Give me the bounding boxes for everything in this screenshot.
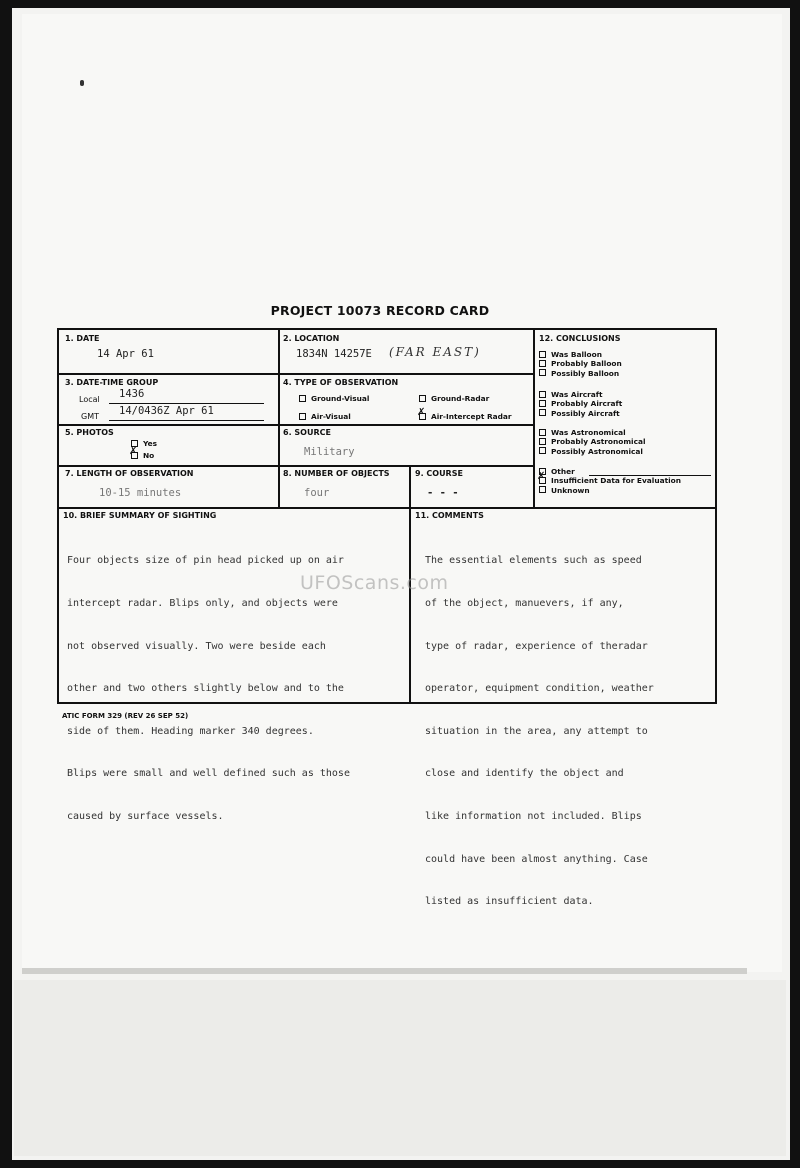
option-label: Possibly Astronomical	[551, 446, 643, 456]
local-label: Local	[79, 395, 100, 404]
comment-line: type of radar, experience of theradar	[425, 640, 648, 652]
comment-line: The essential elements such as speed	[425, 555, 642, 567]
row-divider-4	[59, 507, 715, 509]
other-underline	[589, 475, 711, 476]
checkbox[interactable]	[539, 369, 546, 376]
conclusions-group-astronomical	[539, 428, 645, 456]
checkbox[interactable]	[539, 409, 546, 416]
checkbox[interactable]	[539, 351, 546, 358]
conclusion-insufficient-data[interactable]	[539, 476, 681, 485]
conclusion-unknown[interactable]	[539, 486, 681, 495]
conclusion-was-aircraft[interactable]	[539, 390, 622, 399]
summary-line: side of them. Heading marker 340 degrees.	[67, 725, 314, 737]
source-value: Military	[304, 446, 355, 458]
summary-line: other and two others slightly below and to the	[67, 683, 344, 695]
gmt-value: 14/0436Z Apr 61	[119, 405, 214, 417]
photos-option-no[interactable]	[131, 451, 154, 460]
option-ground-visual[interactable]	[299, 394, 369, 403]
comments-label: 11. COMMENTS	[415, 511, 484, 520]
comment-line: close and identify the object and	[425, 768, 624, 780]
type-of-observation-label: 4. TYPE OF OBSERVATION	[283, 378, 399, 387]
option-label: Other	[551, 467, 575, 476]
checkbox[interactable]	[299, 413, 306, 420]
comment-line: listed as insufficient data.	[425, 896, 594, 908]
option-label: Yes	[143, 439, 158, 448]
brief-summary-label: 10. BRIEF SUMMARY OF SIGHTING	[63, 511, 217, 520]
course-label: 9. COURSE	[415, 469, 463, 478]
checkbox[interactable]	[539, 429, 546, 436]
option-air-intercept-radar[interactable]	[419, 412, 512, 421]
comments-text	[425, 526, 654, 938]
page-lower-sheet	[14, 980, 786, 1156]
checkbox-checked[interactable]	[539, 477, 546, 484]
form-footer: ATIC FORM 329 (REV 26 SEP 52)	[62, 712, 189, 720]
checkbox[interactable]	[539, 400, 546, 407]
conclusion-probably-aircraft[interactable]	[539, 399, 622, 408]
summary-line: Blips were small and well defined such as those	[67, 768, 350, 780]
gmt-underline	[109, 420, 264, 421]
col-divider-4	[278, 465, 280, 508]
row-divider-2	[59, 424, 534, 426]
option-label: Ground-Visual	[311, 394, 370, 403]
option-label: Possibly Balloon	[551, 368, 620, 378]
conclusions-group-other	[539, 467, 681, 495]
comment-line: situation in the area, any attempt to	[425, 725, 648, 737]
conclusion-probably-balloon[interactable]	[539, 359, 622, 368]
conclusions-label: 12. CONCLUSIONS	[539, 334, 621, 343]
local-underline	[109, 403, 264, 404]
length-of-observation-value: 10-15 minutes	[99, 487, 182, 499]
option-label: Was Balloon	[551, 350, 602, 359]
row-divider-1	[59, 373, 534, 375]
local-value: 1436	[119, 388, 145, 400]
option-label: Possibly Aircraft	[551, 408, 620, 418]
course-value: - - -	[427, 487, 459, 499]
conclusion-possibly-balloon[interactable]	[539, 369, 622, 378]
conclusion-was-balloon[interactable]	[539, 350, 622, 359]
location-value: 1834N 14257E	[296, 348, 372, 360]
option-label: Was Astronomical	[551, 428, 626, 437]
option-label: Insufficient Data for Evaluation	[551, 476, 681, 486]
length-of-observation-label: 7. LENGTH OF OBSERVATION	[65, 469, 194, 478]
source-label: 6. SOURCE	[283, 428, 331, 437]
checkbox[interactable]	[539, 360, 546, 367]
watermark: UFOScans.com	[300, 572, 449, 594]
number-of-objects-value: four	[304, 487, 330, 499]
date-label: 1. DATE	[65, 334, 100, 343]
comment-line: like information not included. Blips	[425, 811, 642, 823]
conclusion-possibly-aircraft[interactable]	[539, 409, 622, 418]
row-divider-3	[59, 465, 534, 467]
ink-speck	[80, 80, 84, 86]
conclusion-probably-astronomical[interactable]	[539, 437, 645, 446]
date-value: 14 Apr 61	[97, 348, 154, 360]
checkbox[interactable]	[539, 447, 546, 454]
option-label: Was Aircraft	[551, 390, 603, 399]
summary-line: Four objects size of pin head picked up on air	[67, 555, 344, 567]
location-label: 2. LOCATION	[283, 334, 340, 343]
card-title: PROJECT 10073 RECORD CARD	[270, 303, 490, 318]
photos-label: 5. PHOTOS	[65, 428, 114, 437]
option-label: Ground-Radar	[431, 394, 490, 403]
option-label: Probably Aircraft	[551, 399, 623, 409]
number-of-objects-label: 8. NUMBER OF OBJECTS	[283, 469, 390, 478]
option-label: Air-Visual	[311, 412, 351, 421]
summary-line: not observed visually. Two were beside each	[67, 640, 326, 652]
conclusion-possibly-astronomical[interactable]	[539, 447, 645, 456]
option-label: Air-Intercept Radar	[431, 412, 512, 421]
checkbox[interactable]	[419, 395, 426, 402]
conclusion-was-astronomical[interactable]	[539, 428, 645, 437]
gmt-label: GMT	[81, 412, 99, 421]
checkbox[interactable]	[299, 395, 306, 402]
checkbox[interactable]	[539, 486, 546, 493]
checkbox-checked[interactable]	[131, 452, 138, 459]
checkbox[interactable]	[539, 391, 546, 398]
option-ground-radar[interactable]	[419, 394, 489, 403]
conclusions-group-aircraft	[539, 390, 622, 418]
date-time-group-label: 3. DATE-TIME GROUP	[65, 378, 159, 387]
option-label: No	[143, 451, 155, 460]
summary-line: caused by surface vessels.	[67, 811, 224, 823]
page-fold-shadow	[22, 968, 747, 974]
location-handwritten-note: (FAR EAST)	[389, 345, 481, 359]
conclusions-group-balloon	[539, 350, 622, 378]
summary-line: intercept radar. Blips only, and objects were	[67, 598, 338, 610]
comment-line: could have been almost anything. Case	[425, 853, 648, 865]
comment-line: operator, equipment condition, weather	[425, 683, 654, 695]
checkbox-checked[interactable]	[419, 413, 426, 420]
option-label: Probably Astronomical	[551, 437, 646, 447]
col-divider-2	[533, 330, 535, 508]
comment-line: of the object, manuevers, if any,	[425, 598, 624, 610]
checkbox[interactable]	[539, 438, 546, 445]
option-air-visual[interactable]	[299, 412, 351, 421]
option-label: Unknown	[551, 485, 590, 495]
option-label: Probably Balloon	[551, 359, 622, 369]
